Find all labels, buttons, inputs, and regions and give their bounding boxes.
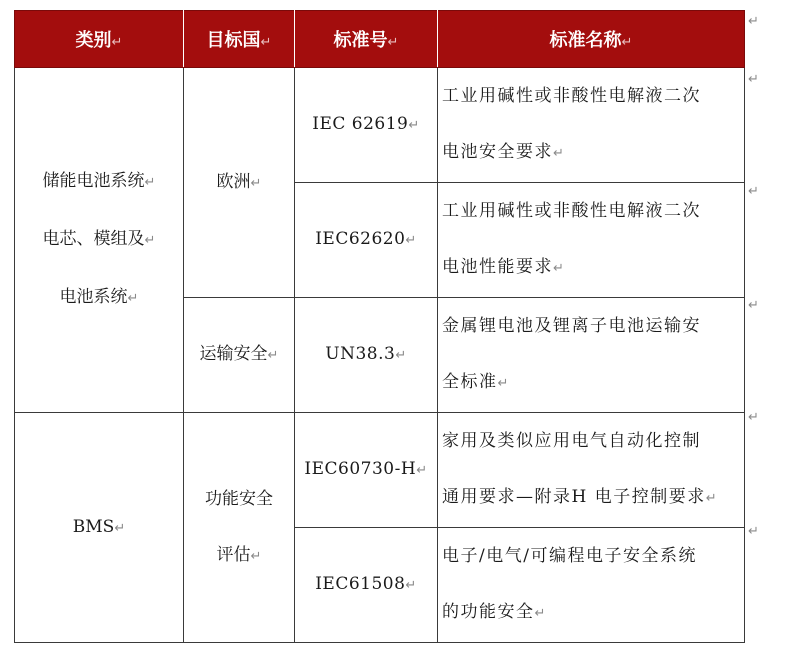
row-end-mark: ↵ (748, 410, 759, 425)
header-target-country: 目标国↵ (184, 11, 295, 68)
region-cell-functional-safety: 功能安全 评估↵ (184, 413, 295, 643)
row-end-mark: ↵ (748, 184, 759, 199)
standard-name-cell: 电子/电气/可编程电子安全系统 的功能安全↵ (438, 528, 745, 643)
standard-name-cell: 金属锂电池及锂离子电池运输安 全标准↵ (438, 298, 745, 413)
standard-code-cell: UN38.3↵ (295, 298, 438, 413)
standards-table (14, 10, 745, 643)
standard-code-cell: IEC60730-H↵ (295, 413, 438, 528)
header-standard-number: 标准号↵ (295, 11, 438, 68)
category-cell-bms: BMS↵ (15, 413, 184, 643)
row-end-mark: ↵ (748, 72, 759, 87)
standard-code-cell: IEC62620↵ (295, 183, 438, 298)
standard-name-cell: 工业用碱性或非酸性电解液二次 电池性能要求↵ (438, 183, 745, 298)
standard-code-cell: IEC61508↵ (295, 528, 438, 643)
row-end-mark: ↵ (748, 524, 759, 539)
standard-code-cell: IEC 62619↵ (295, 68, 438, 183)
region-cell-europe: 欧洲↵ (184, 68, 295, 298)
category-cell-battery-system: 储能电池系统↵ 电芯、模组及↵ 电池系统↵ (15, 68, 184, 413)
row-end-mark: ↵ (748, 298, 759, 313)
header-standard-name: 标准名称↵ (438, 11, 745, 68)
table-row (15, 413, 745, 528)
standard-name-cell: 家用及类似应用电气自动化控制 通用要求—附录H 电子控制要求↵ (438, 413, 745, 528)
header-category: 类别↵ (15, 11, 184, 68)
standard-name-cell: 工业用碱性或非酸性电解液二次 电池安全要求↵ (438, 68, 745, 183)
header-row (15, 11, 745, 68)
row-end-mark: ↵ (748, 14, 759, 29)
table-row (15, 68, 745, 183)
region-cell-transport-safety: 运输安全↵ (184, 298, 295, 413)
